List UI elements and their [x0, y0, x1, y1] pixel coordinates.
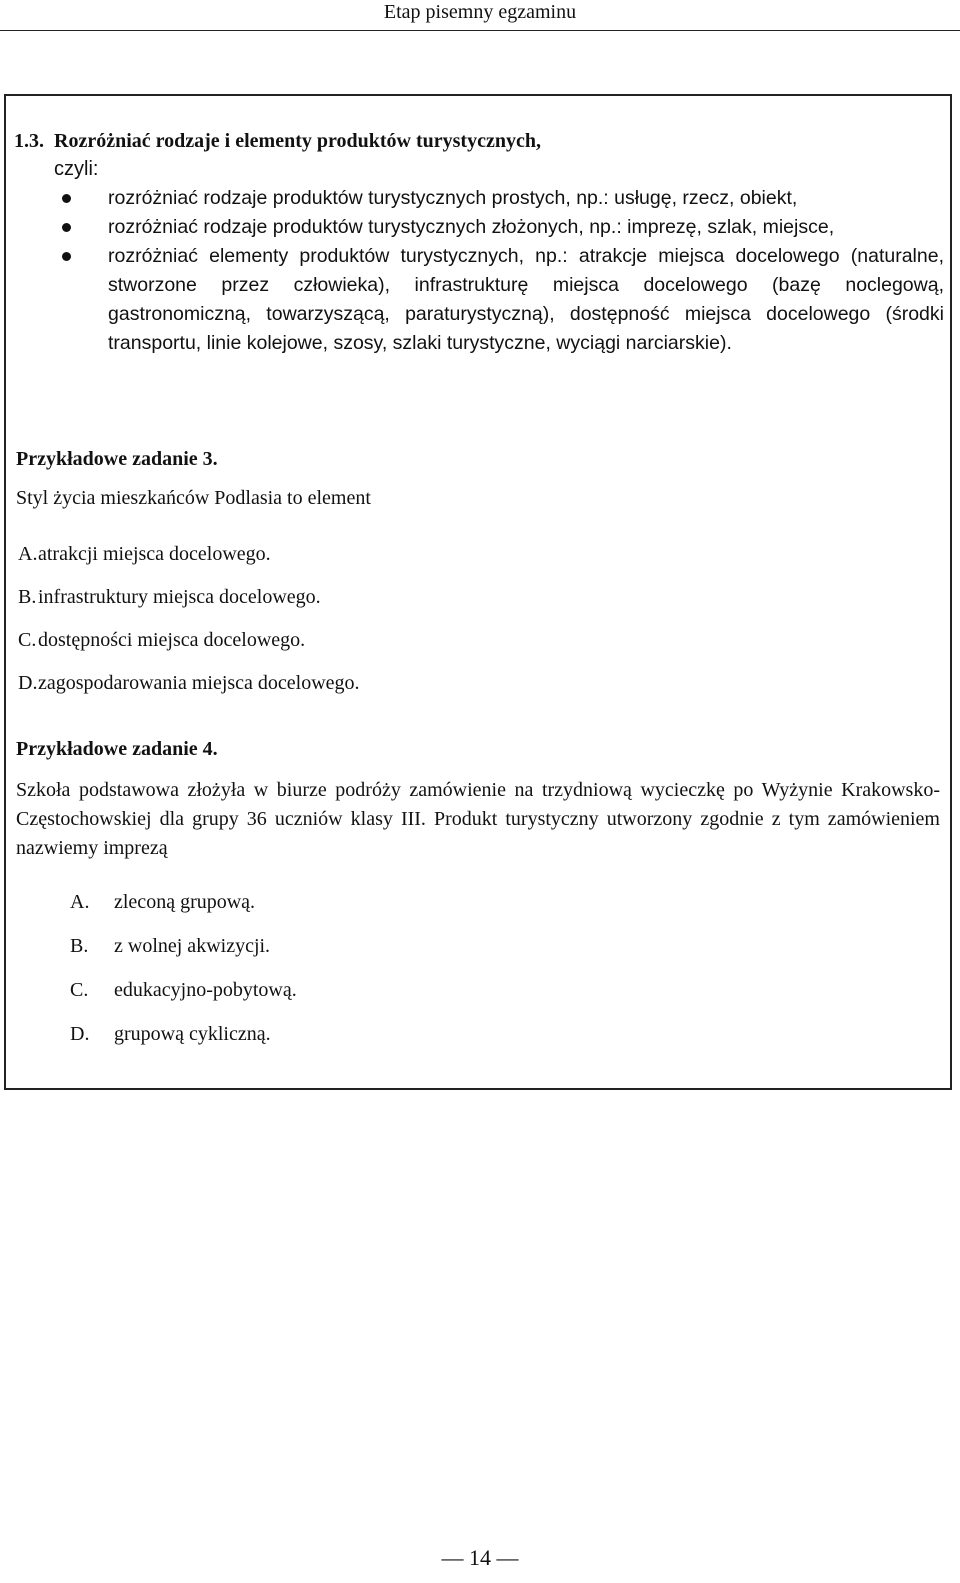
- answer-text: edukacyjno-pobytową.: [114, 979, 297, 1001]
- task-4-title: Przykładowe zadanie 4.: [16, 738, 218, 760]
- task-3-answers: [18, 542, 360, 714]
- bullet-text: rozróżniać rodzaje produktów turystycznych złożonych, np.: imprezę, szlak, miejsce,: [108, 216, 835, 238]
- page-header: Etap pisemny egzaminu: [383, 1, 577, 23]
- answer-text: atrakcji miejsca docelowego.: [38, 543, 271, 565]
- answer-letter: D.: [70, 1023, 90, 1045]
- answer-letter: C.: [70, 979, 89, 1001]
- answer-text: zleconą grupową.: [114, 891, 256, 913]
- bullet-dot-icon: [62, 194, 71, 203]
- answer-text: zagospodarowania miejsca docelowego.: [38, 672, 360, 694]
- answer-text: z wolnej akwizycji.: [114, 935, 271, 957]
- answer-letter: B.: [18, 586, 37, 608]
- page-number: — 14 —: [441, 1545, 519, 1570]
- answer-option: [18, 671, 360, 714]
- answer-option: [70, 1022, 297, 1066]
- answer-letter: A.: [18, 543, 38, 565]
- bullet-dot-icon: [62, 223, 71, 232]
- section-title-text: Rozróżniać rodzaje i elementy produktów turystycznych,: [54, 130, 541, 152]
- answer-option: [18, 628, 360, 671]
- answer-letter: B.: [70, 935, 89, 957]
- answer-text: dostępności miejsca docelowego.: [38, 629, 306, 651]
- bullet-item: [62, 213, 944, 242]
- skill-bullet-list: [62, 184, 944, 358]
- bullet-text: rozróżniać rodzaje produktów turystycznych prostych, np.: usługę, rzecz, obiekt,: [108, 187, 798, 209]
- answer-letter: C.: [18, 629, 37, 651]
- bullet-item: [62, 242, 944, 358]
- answer-text: grupową cykliczną.: [114, 1023, 271, 1045]
- task-3-title: Przykładowe zadanie 3.: [16, 448, 218, 470]
- section-intro: czyli:: [54, 158, 99, 180]
- answer-option: [70, 934, 297, 978]
- answer-option: [18, 585, 360, 628]
- task-3-question: Styl życia mieszkańców Podlasia to element: [16, 487, 371, 509]
- answer-option: [18, 542, 360, 585]
- task-4-question: Szkoła podstawowa złożyła w biurze podróży zamówienie na trzydniową wycieczkę po Wyżynie Krakowsko-Częstochowskiej dla grupy 36 uczniów klasy III. Produkt turystyczny utworzony zgodnie z tym zamówieniem nazwiemy imprezą: [16, 779, 940, 859]
- answer-letter: D.: [18, 672, 38, 694]
- task-4-answers: [70, 890, 297, 1066]
- answer-text: infrastruktury miejsca docelowego.: [38, 586, 321, 608]
- answer-option: [70, 978, 297, 1022]
- bullet-dot-icon: [62, 252, 71, 261]
- bullet-item: [62, 184, 944, 213]
- answer-option: [70, 890, 297, 934]
- section-title: [14, 128, 541, 154]
- header-divider: [0, 30, 960, 31]
- answer-letter: A.: [70, 891, 90, 913]
- bullet-text: rozróżniać elementy produktów turystycznych, np.: atrakcje miejsca docelowego (naturalne, stworzone przez człowieka), infrastrukturę miejsca docelowego (bazę noclegową, gastronomiczną, towarzyszącą, paraturystyczną), dostępność miejsca docelowego (środki transportu, linie kolejowe, szosy, szlaki turystyczne, wyciągi narciarskie).: [108, 245, 944, 354]
- section-number: 1.3.: [14, 130, 44, 152]
